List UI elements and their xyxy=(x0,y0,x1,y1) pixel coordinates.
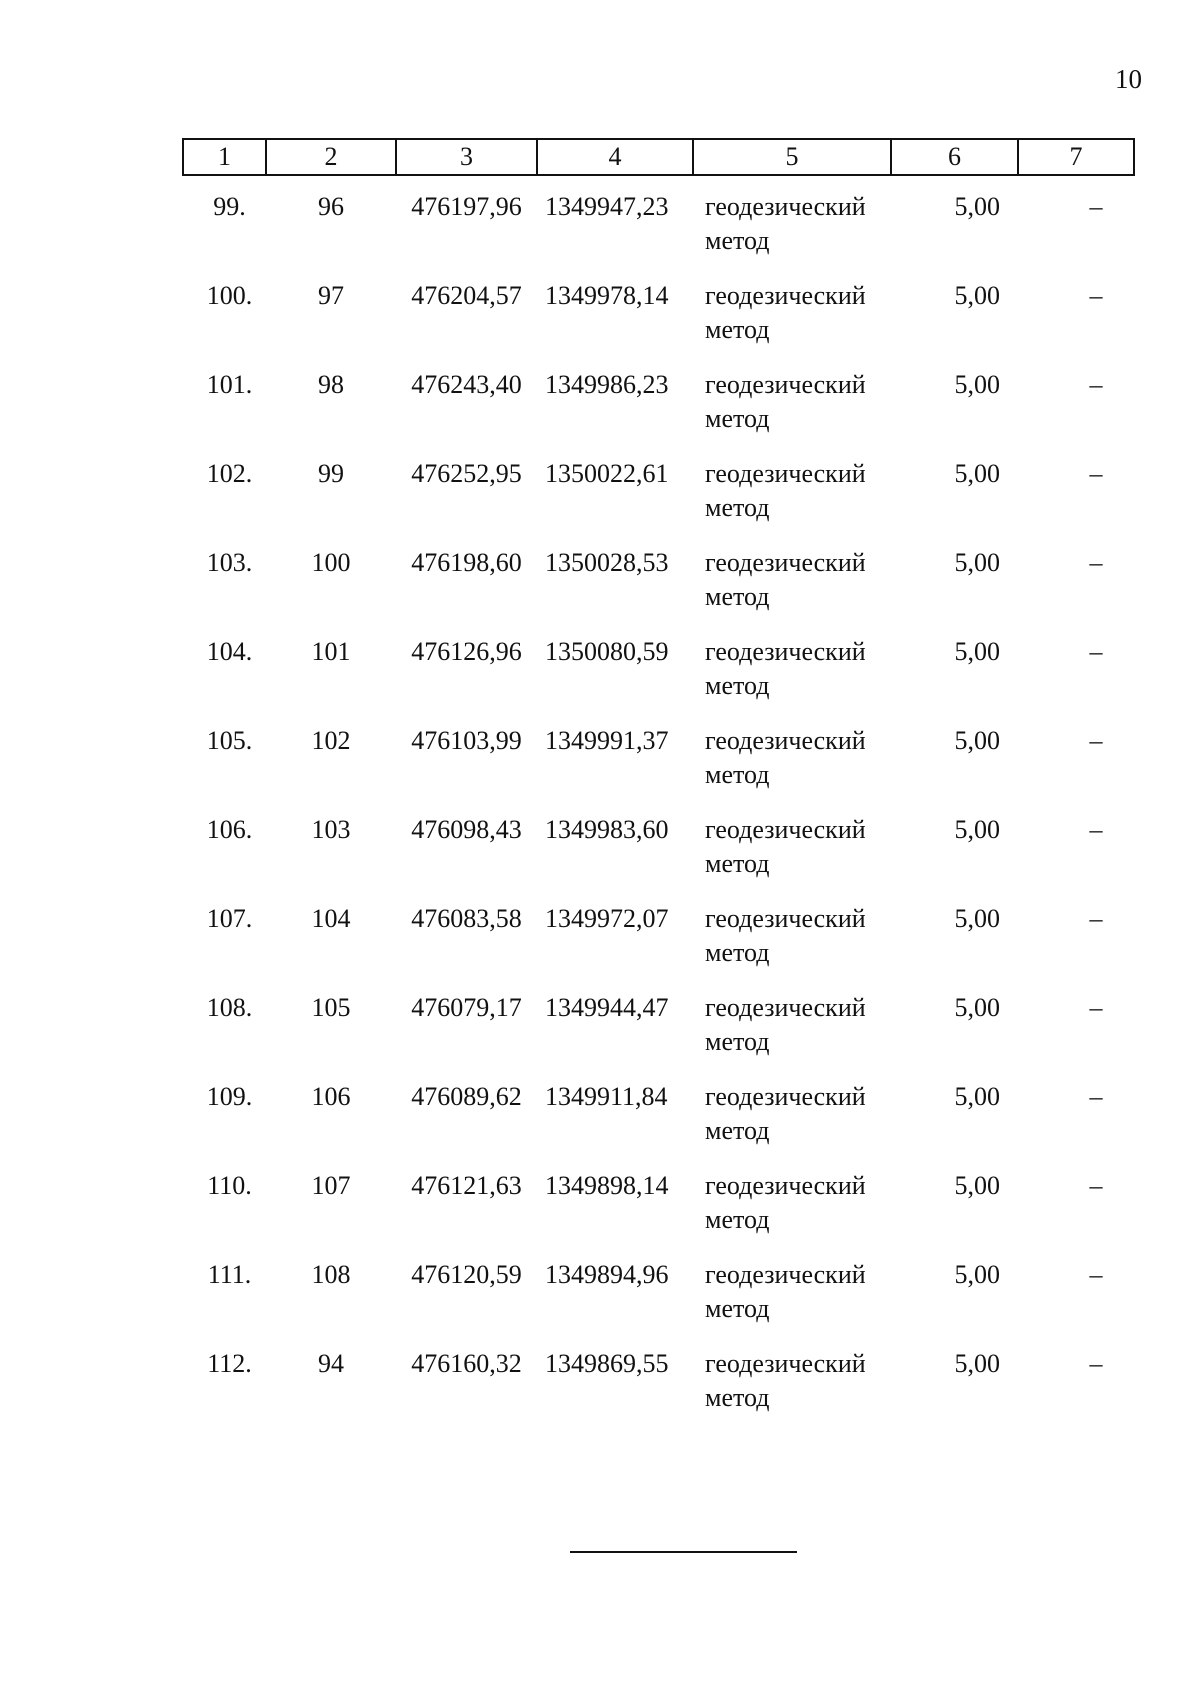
row-number-cell: 109. xyxy=(206,1082,253,1111)
point-number-cell: 103 xyxy=(311,815,351,844)
row-number-cell: 110. xyxy=(207,1171,252,1200)
note-cell: – xyxy=(1089,1260,1103,1289)
header-cell-2: 2 xyxy=(266,139,396,175)
x-coordinate-cell: 476079,17 xyxy=(411,993,522,1022)
x-coordinate-cell: 476121,63 xyxy=(411,1171,522,1200)
accuracy-cell: 5,00 xyxy=(954,370,1000,399)
y-coordinate-cell: 1350028,53 xyxy=(545,548,669,577)
y-coordinate-cell: 1349978,14 xyxy=(545,281,669,310)
method-cell: геодезический метод xyxy=(705,904,866,967)
x-coordinate-cell: 476197,96 xyxy=(411,192,522,221)
method-cell: геодезический метод xyxy=(705,1171,866,1234)
y-coordinate-cell: 1349983,60 xyxy=(545,815,669,844)
x-coordinate-cell: 476083,58 xyxy=(411,904,522,933)
row-number-cell: 101. xyxy=(206,370,253,399)
header-row xyxy=(183,139,1134,175)
table-row xyxy=(183,902,1134,991)
table-row xyxy=(183,1347,1134,1436)
accuracy-cell: 5,00 xyxy=(954,192,1000,221)
accuracy-cell: 5,00 xyxy=(954,1260,1000,1289)
x-coordinate-cell: 476252,95 xyxy=(411,459,522,488)
accuracy-cell: 5,00 xyxy=(954,281,1000,310)
y-coordinate-cell: 1349986,23 xyxy=(545,370,669,399)
x-coordinate-cell: 476198,60 xyxy=(411,548,522,577)
x-coordinate-cell: 476098,43 xyxy=(411,815,522,844)
y-coordinate-cell: 1349894,96 xyxy=(545,1260,669,1289)
method-cell: геодезический метод xyxy=(705,993,866,1056)
table-row xyxy=(183,457,1134,546)
header-cell-6: 6 xyxy=(891,139,1018,175)
footer-rule xyxy=(570,1551,797,1553)
point-number-cell: 106 xyxy=(311,1082,351,1111)
header-cell-3: 3 xyxy=(396,139,537,175)
row-number-cell: 107. xyxy=(206,904,253,933)
table-header xyxy=(183,139,1134,175)
method-cell: геодезический метод xyxy=(705,1082,866,1145)
point-number-cell: 101 xyxy=(311,637,351,666)
y-coordinate-cell: 1349991,37 xyxy=(545,726,669,755)
point-number-cell: 108 xyxy=(311,1260,351,1289)
table-row xyxy=(183,1169,1134,1258)
page-number: 10 xyxy=(1115,64,1142,94)
table-body xyxy=(183,175,1134,1436)
accuracy-cell: 5,00 xyxy=(954,548,1000,577)
accuracy-cell: 5,00 xyxy=(954,904,1000,933)
header-cell-4: 4 xyxy=(537,139,693,175)
point-number-cell: 105 xyxy=(311,993,351,1022)
method-cell: геодезический метод xyxy=(705,1349,866,1412)
x-coordinate-cell: 476120,59 xyxy=(411,1260,522,1289)
header-cell-7: 7 xyxy=(1018,139,1134,175)
accuracy-cell: 5,00 xyxy=(954,637,1000,666)
note-cell: – xyxy=(1089,1082,1103,1111)
y-coordinate-cell: 1349869,55 xyxy=(545,1349,669,1378)
point-number-cell: 107 xyxy=(311,1171,351,1200)
note-cell: – xyxy=(1089,637,1103,666)
table-row xyxy=(183,546,1134,635)
method-cell: геодезический метод xyxy=(705,548,866,611)
point-number-cell: 97 xyxy=(318,281,344,310)
y-coordinate-cell: 1349972,07 xyxy=(545,904,669,933)
row-number-cell: 106. xyxy=(206,815,253,844)
row-number-cell: 111. xyxy=(207,1260,252,1289)
note-cell: – xyxy=(1089,1171,1103,1200)
point-number-cell: 102 xyxy=(311,726,351,755)
method-cell: геодезический метод xyxy=(705,370,866,433)
x-coordinate-cell: 476089,62 xyxy=(411,1082,522,1111)
row-number-cell: 104. xyxy=(206,637,253,666)
header-cell-1: 1 xyxy=(183,139,266,175)
method-cell: геодезический метод xyxy=(705,815,866,878)
point-number-cell: 98 xyxy=(318,370,344,399)
table-row xyxy=(183,279,1134,368)
table-row xyxy=(183,724,1134,813)
note-cell: – xyxy=(1089,815,1103,844)
table-row xyxy=(183,813,1134,902)
accuracy-cell: 5,00 xyxy=(954,1082,1000,1111)
note-cell: – xyxy=(1089,1349,1103,1378)
y-coordinate-cell: 1349898,14 xyxy=(545,1171,669,1200)
row-number-cell: 99. xyxy=(213,192,246,221)
y-coordinate-cell: 1349911,84 xyxy=(545,1082,668,1111)
row-number-cell: 103. xyxy=(206,548,253,577)
note-cell: – xyxy=(1089,993,1103,1022)
method-cell: геодезический метод xyxy=(705,192,866,255)
header-cell-5: 5 xyxy=(693,139,891,175)
y-coordinate-cell: 1350080,59 xyxy=(545,637,669,666)
x-coordinate-cell: 476160,32 xyxy=(411,1349,522,1378)
x-coordinate-cell: 476204,57 xyxy=(411,281,522,310)
point-number-cell: 96 xyxy=(318,192,344,221)
table-row xyxy=(183,368,1134,457)
point-number-cell: 104 xyxy=(311,904,351,933)
x-coordinate-cell: 476126,96 xyxy=(411,637,522,666)
method-cell: геодезический метод xyxy=(705,459,866,522)
y-coordinate-cell: 1349947,23 xyxy=(545,192,669,221)
table-row xyxy=(183,175,1134,279)
note-cell: – xyxy=(1089,548,1103,577)
point-number-cell: 94 xyxy=(318,1349,344,1378)
accuracy-cell: 5,00 xyxy=(954,993,1000,1022)
note-cell: – xyxy=(1089,370,1103,399)
row-number-cell: 102. xyxy=(206,459,253,488)
x-coordinate-cell: 476243,40 xyxy=(411,370,522,399)
table-row xyxy=(183,1258,1134,1347)
y-coordinate-cell: 1350022,61 xyxy=(545,459,669,488)
note-cell: – xyxy=(1089,726,1103,755)
row-number-cell: 112. xyxy=(207,1349,252,1378)
point-number-cell: 100 xyxy=(311,548,351,577)
coordinates-table xyxy=(182,138,1135,1436)
row-number-cell: 100. xyxy=(206,281,253,310)
table-row xyxy=(183,635,1134,724)
note-cell: – xyxy=(1089,904,1103,933)
accuracy-cell: 5,00 xyxy=(954,459,1000,488)
table-row xyxy=(183,1080,1134,1169)
method-cell: геодезический метод xyxy=(705,281,866,344)
row-number-cell: 108. xyxy=(206,993,253,1022)
row-number-cell: 105. xyxy=(206,726,253,755)
note-cell: – xyxy=(1089,192,1103,221)
note-cell: – xyxy=(1089,459,1103,488)
point-number-cell: 99 xyxy=(318,459,344,488)
accuracy-cell: 5,00 xyxy=(954,726,1000,755)
table-row xyxy=(183,991,1134,1080)
method-cell: геодезический метод xyxy=(705,1260,866,1323)
accuracy-cell: 5,00 xyxy=(954,1349,1000,1378)
y-coordinate-cell: 1349944,47 xyxy=(545,993,669,1022)
accuracy-cell: 5,00 xyxy=(954,815,1000,844)
method-cell: геодезический метод xyxy=(705,726,866,789)
note-cell: – xyxy=(1089,281,1103,310)
method-cell: геодезический метод xyxy=(705,637,866,700)
x-coordinate-cell: 476103,99 xyxy=(411,726,522,755)
accuracy-cell: 5,00 xyxy=(954,1171,1000,1200)
